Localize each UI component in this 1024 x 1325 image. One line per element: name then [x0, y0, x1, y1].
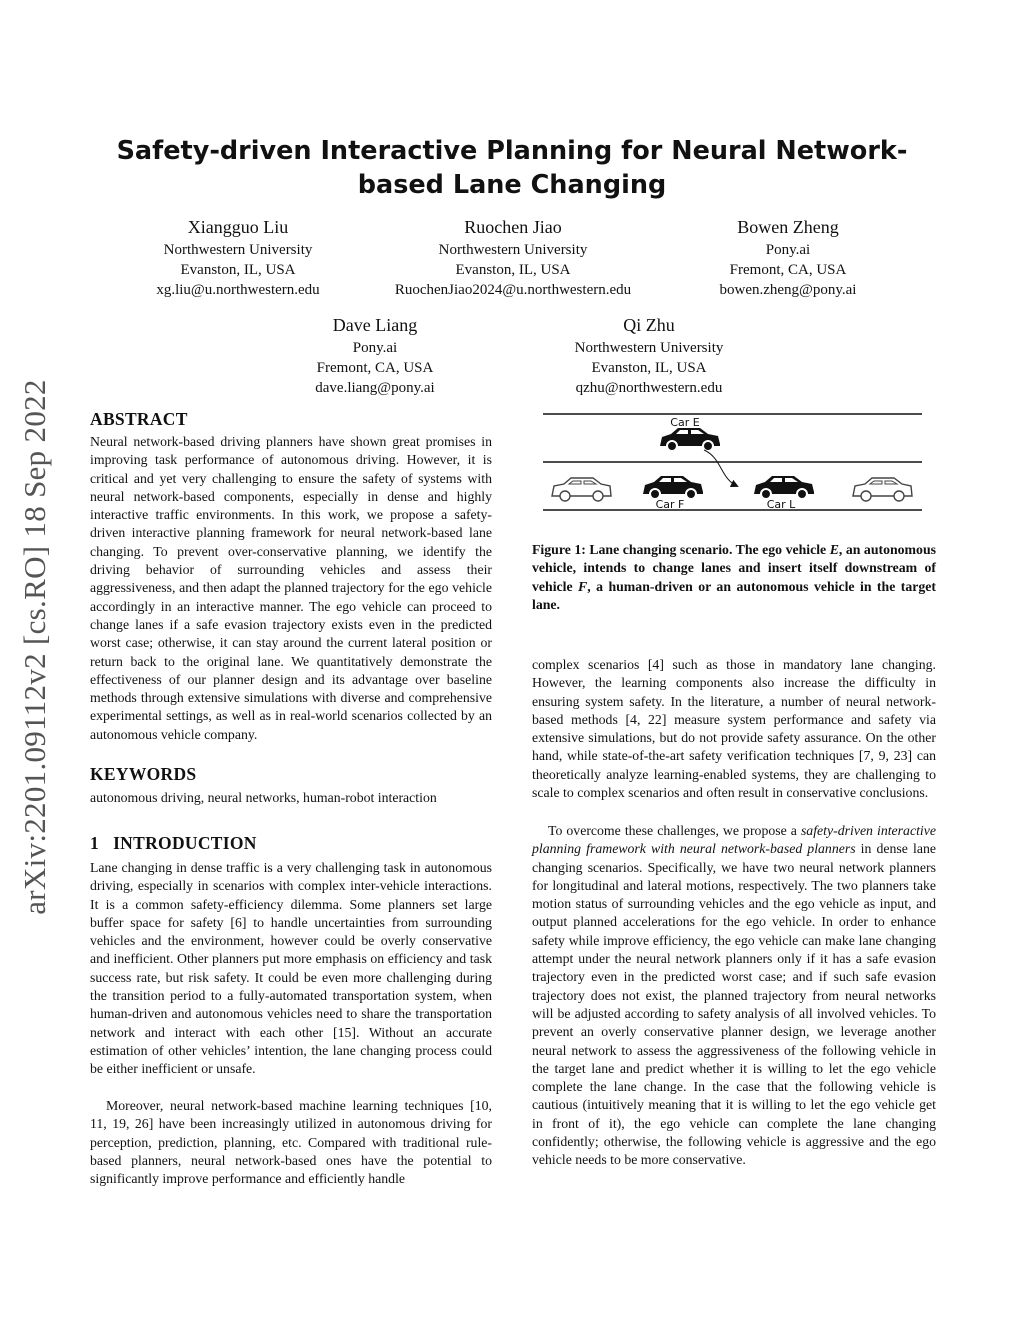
author-name: Qi Zhu — [623, 315, 675, 335]
author-block — [690, 216, 886, 300]
caption-symbol-e: E — [829, 542, 839, 557]
car-f-icon — [643, 476, 703, 499]
caption-text: Figure 1: Lane changing scenario. The ego vehicle — [532, 542, 830, 557]
arxiv-identifier[interactable]: arXiv:2201.09112v2 [cs.RO] 18 Sep 2022 — [17, 379, 52, 915]
car-f-label: Car F — [655, 498, 685, 511]
author-location: Evanston, IL, USA — [591, 360, 707, 376]
author-block — [372, 216, 654, 300]
author-name: Xiangguo Liu — [187, 217, 289, 237]
author-email[interactable]: bowen.zheng@pony.ai — [719, 282, 857, 298]
paragraph-text: To overcome these challenges, we propose a — [548, 823, 801, 838]
author-affiliation: Pony.ai — [765, 242, 811, 258]
lane-change-diagram — [540, 406, 926, 516]
human-driven-car-icon — [552, 478, 611, 501]
emphasized-text: safety-driven interactive planning framework with neural network-based planners — [532, 823, 936, 857]
paper-title: Safety-driven Interactive Planning for Neural Network-based Lane Changing — [116, 136, 908, 200]
caption-text: , a human-driven or an autonomous vehicle in the target lane. — [532, 578, 936, 612]
abstract-text: Neural network-based driving planners have shown great promises in improving task performance of autonomous driving. However, it is critical and yet very challenging to ensure the safety of systems with neural network-based components, especially in dense and highly interactive traffic environments. In this work, we propose a safety-driven interactive planning framework for neural network-based lane changing. To prevent over-conservative planning, we identify the driving behavior of surrounding vehicles and assess their aggressiveness, and then adapt the planned trajectory for the ego vehicle accordingly in an interactive manner. The ego vehicle can proceed to change lanes if a safe evasion trajectory exists even in the predicted worst case; otherwise, it can stay around the current lateral position or return back to the original lane. We quantitatively demonstrate the effectiveness of our planner design and its advantage over baseline methods through extensive simulations with diverse and comprehensive experimental settings, as well as in real-world scenarios collected by an autonomous vehicle company. — [90, 434, 492, 742]
author-affiliation: Northwestern University — [574, 340, 724, 356]
lane-change-arrow — [704, 450, 737, 486]
figure-1 — [540, 406, 926, 516]
intro-paragraph-2: Moreover, neural network-based machine learning techniques [10, 11, 19, 26] have been increasingly utilized in autonomous driving for perception, prediction, planning, etc. Compared with traditional rule-based planners, neural network-based ones have the potential to significantly improve performance and efficiently handle — [90, 1098, 492, 1187]
paragraph-text: in dense lane changing scenarios. Specifically, we have two neural network planners for longitudinal and lateral motions, respectively. The two planners take motion status of surrounding vehicles and the ego vehicle as input, and output planned accelerations for the ego vehicle. In order to enhance safety while improve efficiency, the ego vehicle can make lane changing attempt under the neural network planners only if it has a safe evasion trajectory even in the predicted worst case; and if such safe evasion trajectory does not exist, the planned trajectory from neural networks will be adjusted according to safety analysis of all involved vehicles. To prevent an overly conservative planner design, we leverage another neural network to assess the aggressiveness of the following vehicle in the target lane and predict whether it is willing to let the ego vehicle complete the lane change. In the case that the following vehicle is cautious (intuitively meaning that it is willing to let the ego vehicle get in front of it), the ego vehicle can complete the lane changing confidently; otherwise, the following vehicle is aggressive and the ego vehicle needs to be more conservative. — [532, 841, 936, 1168]
intro-paragraph-3: complex scenarios [4] such as those in mandatory lane changing. However, the learning components also increase the difficulty in ensuring system safety. In the literature, a number of neural network-based methods [4, 22] measure system performance and safety via extensive simulations, but do not provide safety assurance. On the other hand, while state-of-the-art safety verification techniques [7, 9, 23] can theoretically analyze learning-enabled systems, they are challenging to scale to complex scenarios and often result in conservative conclusions. — [532, 657, 936, 801]
author-affiliation: Pony.ai — [352, 340, 398, 356]
caption-symbol-f: F — [578, 578, 588, 594]
author-email[interactable]: RuochenJiao2024@u.northwestern.edu — [394, 282, 632, 298]
caption-text: , an autonomous vehicle, intends to change lanes and insert itself downstream of vehicle — [532, 542, 936, 594]
author-location: Fremont, CA, USA — [316, 360, 434, 376]
author-name: Dave Liang — [332, 315, 418, 335]
author-email[interactable]: qzhu@northwestern.edu — [575, 380, 723, 396]
author-block — [285, 314, 465, 398]
car-e-label: Car E — [670, 416, 700, 429]
figure-1-caption — [532, 541, 936, 614]
car-e-icon — [660, 428, 720, 451]
author-block — [118, 216, 358, 300]
keywords-heading: KEYWORDS — [90, 764, 197, 784]
intro-paragraph-4 — [532, 822, 936, 1170]
car-l-icon — [754, 476, 814, 499]
author-name: Ruochen Jiao — [464, 217, 562, 237]
author-affiliation: Northwestern University — [438, 242, 588, 258]
introduction-heading: 1 INTRODUCTION — [90, 833, 257, 853]
keywords-text: autonomous driving, neural networks, human-robot interaction — [90, 790, 437, 805]
author-email[interactable]: dave.liang@pony.ai — [315, 380, 435, 396]
author-block — [546, 314, 752, 398]
abstract-heading: ABSTRACT — [90, 409, 188, 429]
author-name: Bowen Zheng — [737, 217, 839, 237]
author-email[interactable]: xg.liu@u.northwestern.edu — [156, 282, 320, 298]
author-location: Evanston, IL, USA — [180, 262, 296, 278]
intro-paragraph-1: Lane changing in dense traffic is a very challenging task in autonomous driving, especially in scenarios with complex inter-vehicle interactions. It is a common safety-efficiency dilemma. Some planners set large buffer space for safety [6] to handle uncertainties from surrounding vehicles and the environment, however could be overly conservative and inefficient. Other planners put more emphasis on efficiency and task success rate, but risk safety. It could be even more challenging during the transition period to a fully-automated transportation system, when human-driven and autonomous vehicles need to share the transportation network and interact with each other [15]. Without an accurate estimation of other vehicles’ intention, the lane changing process could be either inefficient or unsafe. — [90, 860, 492, 1077]
human-driven-car-icon — [853, 478, 912, 501]
car-l-label: Car L — [766, 498, 796, 511]
author-affiliation: Northwestern University — [163, 242, 313, 258]
author-location: Evanston, IL, USA — [455, 262, 571, 278]
author-location: Fremont, CA, USA — [729, 262, 847, 278]
